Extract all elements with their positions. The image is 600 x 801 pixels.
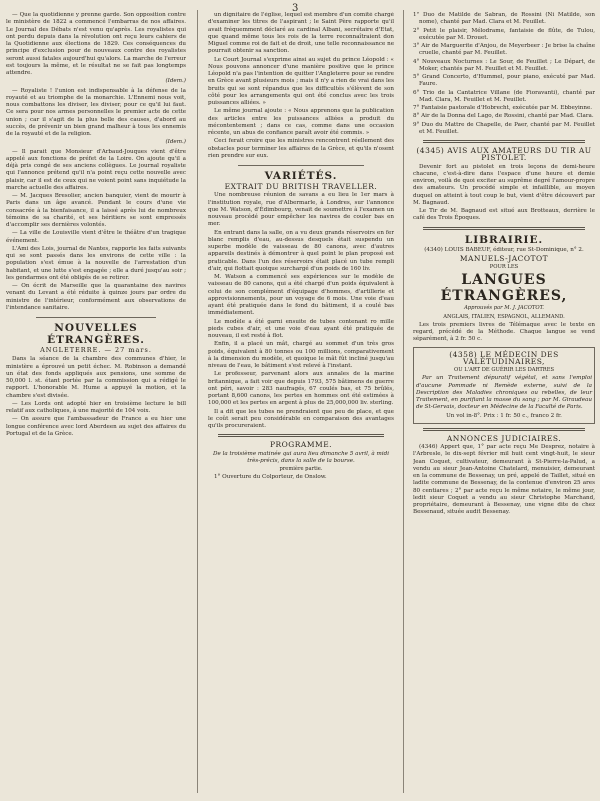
list-item: 8° Air de la Donna del Lago, de Rossini, chanté par Mad. Clara.	[413, 113, 594, 120]
ad-headline: LANGUES ÉTRANGÈRES,	[440, 272, 568, 305]
paragraph: — On écrit de Marseille que la quarantaine des navires venant du Levant a été réduite à quinze jours par ordre du ministre de l'intérieur, conformément aux observations de l'intendance sanitaire.	[6, 283, 186, 311]
ad-title: MANUELS-JACOTOT	[459, 253, 549, 263]
page-number: 3	[292, 3, 300, 14]
programme-text: De la troisième matinée qui aura lieu dimanche 5 avril, à midi très-précis, dans la salle de la bourse.	[213, 450, 389, 464]
paragraph: Les trois premiers livres de Télémaque avec le texte en regard, précédé de la Méthode. Chaque langue se vend séparément, à 2 fr. 50 c.	[413, 321, 595, 343]
paragraph: En entrant dans la salle, on a vu deux grands réservoirs en fer blanc remplis d'eau, au-dessus desquels était suspendu un superbe modèle de vaisseau de 80 canons, avec d'autres appareils destinés à démontrer à quel point le plan proposé est praticable. Dans l'un des réservoirs était placé un tube rempli d'air, qui flottait quoique surchargé d'un poids de 160 liv.	[208, 229, 394, 272]
paragraph: — M. Jacques Bresolier, ancien banquier, vient de mourir à Paris dans un âge avancé. Pendant le cours d'une vie consacrée à la bienfaisance, il a laissé après lui de nombreux témoins de sa charité, et ses héritiers se sont empressés d'accomplir ses dernières volontés.	[6, 193, 186, 228]
paragraph: Le Tir de M. Bagnaud est situé aux Brotteaux, derrière le café des Trois Époques.	[413, 208, 595, 222]
publisher-entry: (4340) LOUIS BABEUF, éditeur, rue St-Dominique, n° 2.	[424, 246, 584, 253]
section-divider	[423, 428, 585, 431]
paragraph: Dans la séance de la chambre des communes d'hier, le ministère a éprouvé un petit échec. M. Robinson a demandé un état des fonds appliqués aux pensions, une somme de 50,000 l. st. étant portée par la commission qui a rédigé le rapport. L'honorable M. Hume a appuyé la motion, et la chambre s'est divisée.	[6, 356, 186, 399]
list-item: 5° Grand Concerto, d'Hummel, pour piano, exécuté par Mad. Faure.	[413, 74, 595, 88]
section-heading-annonces: ANNONCES JUDICIAIRES.	[446, 433, 562, 443]
paragraph: Le Court Journal s'exprime ainsi au sujet du prince Léopold : « Nous pouvons annoncer d'une manière positive que le prince Léopold n'a pas l'intention de quitter l'Angleterre pour se rendre en Grèce avant plusieurs mois ; mais il n'y a rien de vrai dans les bruits qui se sont répandus que les difficultés s'élèvent de son côté pour les arrangements qui ont été conclus avec les trois puissances alliées. »	[208, 56, 394, 106]
section-divider	[36, 317, 156, 318]
paragraph: Ceci ferait croire que les ministres rencontrent réellement des obstacles pour terminer les affaires de la Grèce, et qu'ils n'osent rien prendre sur eux.	[208, 138, 394, 159]
medical-ad-box	[413, 347, 595, 424]
paragraph: Il a dit que les tubes ne prendraient que peu de place, et que le coût serait peu considérable en comparaison des avantages qu'ils procureraient.	[208, 408, 394, 429]
section-heading-foreign-news: NOUVELLES ÉTRANGÈRES.	[47, 322, 145, 346]
paragraph: — Les Lords ont adopté hier en troisième lecture le bill relatif aux catholiques, à une majorité de 104 voix.	[6, 400, 186, 414]
section-divider	[238, 165, 364, 166]
paragraph: Enfin, il a placé un mât, chargé au sommet d'un très gros poids, équivalent à 80 tonnes ou 100 millions, comparativement à la dimension du modèle, et quoique le mât fût incliné jusqu'au niveau de l'eau, le bâtiment s'est relevé à l'instant.	[208, 341, 394, 369]
paragraph: L'Ami des Lois, journal de Nantes, rapporte les faits suivants qui se sont passés dans les environs de cette ville : la population s'est émue à la nouvelle de l'arrestation d'un habitant, et une lutte s'est engagée ; elle a duré jusqu'au soir ; les gendarmes ont été obligés de se retirer.	[6, 245, 186, 281]
source-attribution: (Idem.)	[165, 78, 186, 85]
column-middle	[208, 12, 394, 795]
concert-program-list	[413, 12, 595, 136]
paragraph: Devenir fort au pistolet en trois leçons de demi-heure chacune, c'est-à-dire dans l'espace d'une heure et demie environ, voilà de quoi exciter au suprême degré l'amour-propre des amateurs. Un procédé simple et infaillible, au moyen duquel on atteint à tout coup le but, vient d'être découvert par M. Bagnaud.	[413, 163, 595, 206]
source-attribution: (Idem.)	[165, 139, 186, 146]
section-heading-varietes: VARIÉTÉS.	[264, 170, 338, 182]
list-item: 2° Petit le plaisir, Mélodrame, fantaisie de flûte, de Tulou, exécutée par M. Drouet.	[413, 27, 595, 41]
ad-title: (4358) LE MÉDECIN DES VALÉTUDINAIRES,	[449, 349, 559, 366]
paragraph: un dignitaire de l'église, lequel est membre d'un comité chargé d'examiner les titres de l'aspirant ; le Saint Père rapporte qu'il avait fréquemment déclaré au cardinal Albani, secrétaire d'Etat, que quand même tous les rois de la terre reconnaîtraient don Miguel comme roi de fait et de droit, une telle reconnaissance ne pourrait obtenir sa sanction.	[208, 12, 394, 55]
notice-heading: (4345) AVIS AUX AMATEURS DU TIR AU PISTOLET.	[416, 146, 592, 163]
section-divider	[218, 434, 384, 437]
section-divider	[423, 140, 585, 143]
section-subheading: EXTRAIT DU BRITISH TRAVELLER.	[224, 182, 378, 191]
column-left	[6, 12, 186, 795]
ad-subtitle: OU L'ART DE GUÉRIR LES DARTRES	[453, 367, 555, 373]
ad-connector: POUR LES	[489, 264, 519, 270]
column-divider	[197, 10, 198, 793]
list-item: 7° Fantaisie pastorale d'Hobrecht, exécutée par M. Ebbeyinne.	[413, 105, 593, 111]
programme-item: 1° Ouverture du Colporteur, de Onslow.	[214, 474, 327, 481]
price-line: Un vol in-8°. Prix : 1 fr. 50 c., franco 2 fr.	[446, 412, 562, 419]
ad-approval: Approuvés par M. J. JACOTOT.	[464, 305, 544, 312]
paragraph: Le professeur, parvenant alors aux annales de la marine britannique, a fait voir que depuis 1793, 575 bâtimens de guerre ont péri, savoir : 283 naufragés, 67 coulés bas, et 75 brûlés, portant 8,600 canons, les pertes en hommes ont été estimées à 100,000 et les pertes en argent à plus de 25,000,000 liv. sterling.	[208, 371, 394, 407]
paragraph: Par un Traitement dépuratif végétal, et sans l'emploi d'aucune Pommade ni Remède externe, suivi de la Description des Maladies chroniques ou rebelles, de leur Traitement, en purifiant la masse du sang ; par M. Giraudeau de St-Gervais, docteur en Médecine de la Faculté de Paris.	[416, 375, 592, 411]
programme-heading: PROGRAMME.	[269, 440, 333, 450]
list-item: 1° Duo de Matilde de Sabran, de Rossini (Ni Matilde, son nome), chanté par Mad. Clara et M. Feuillet.	[413, 12, 595, 26]
list-item: 4° Nouveaux Nocturnes : Le Sour, de Feuillet ; Le Départ, de Moker, chantés par M. Feuillet et M. Feuillet.	[413, 58, 595, 72]
paragraph: Le modèle a été garni ensuite de tubes contenant ro mille pieds cubes d'air, et une voie d'eau ayant été pratiquée de nouveau, il est resté à flot.	[208, 318, 394, 339]
list-item: 3° Air de Marguerite d'Anjou, de Meyerbeer : Je brise la chaîne cruelle, chanté par M. Feuillet.	[413, 43, 595, 57]
paragraph: — On assure que l'ambassadeur de France a eu hier une longue conférence avec lord Aberdeen au sujet des affaires du Portugal et de la Grèce.	[6, 416, 186, 437]
paragraph: (4346) Appert que, 1° par acte reçu Me Desprez, notaire à l'Arbresle, le dix-sept février mil huit cent vingt-huit, le sieur Jean Coquet, cultivateur, demeurant à St-Pierre-la-Palud, a vendu au sieur Jean-Antoine Chatelard, menuisier, demeurant en la commune de Bessenay, un pré, appelé de Taillet, situé en ladite commune de Bessenay, de la contenue d'environ 25 ares 80 centiares ; 2° par acte reçu le même notaire, le même jour, ledit sieur Coquet a vendu au sieur Christophe Marchand, propriétaire, demeurant à Bessenay, une vigne dite de chez Bessenaud, située audit Bessenay.	[413, 444, 595, 516]
column-right	[413, 12, 595, 795]
paragraph: M. Watson a commencé ses expériences sur le modèle de vaisseau de 80 canons, qui a été chargé d'un poids équivalent à celui de son complément d'équipage d'hommes, d'artillerie et approvisionnements, pour un voyage de 6 mois. Une voie d'eau ayant été pratiquée dans le fond du bâtiment, il a coulé bas immédiatement.	[208, 274, 394, 317]
ad-languages: ANGLAIS, ITALIEN, ESPAGNOL, ALLEMAND.	[443, 313, 565, 320]
paragraph: — Que la quotidienne y prenne garde. Son opposition contre le ministère de 1822 a commencé l'embarras de nos affaires. Le Journal des Débats n'est venu qu'après. Les royalistes qui ont perdu depuis dans la révolution ont reçu leurs cahiers de la Quotidienne aux élections de 1829. Ces conséquences du principe d'exclusion pour de nouveaux contre des royalistes seront aussi fatales aujourd'hui qu'alors. La marche de l'erreur est toujours la même, et le résultat ne se fait pas longtemps attendre.	[6, 12, 186, 76]
paragraph: — Il parait que Monsieur d'Arbaud-Jouques vient d'être appelé aux fonctions de préfet de la Loire. On ajoute qu'il a déjà pris congé de ses anciens collègues. Le journal royaliste qui l'annonce prétend qu'il n'a point reçu cette nouvelle avec plaisir, car il est de ceux qui ne voient point sans inquiétude la marche actuelle des affaires.	[6, 148, 186, 191]
column-divider	[403, 10, 404, 793]
paragraph: — La ville de Louisville vient d'être le théâtre d'un tragique événement.	[6, 230, 186, 244]
section-divider	[423, 227, 585, 230]
section-subheading: ANGLETERRE. — 27 mars.	[40, 346, 152, 354]
paragraph: Le même journal ajoute : « Nous apprenons que la publication des articles entre les puissances alliées a produit du mécontentement ; dans ce cas, comme dans une occasion récente, un abus de confiance paraît avoir été commis. »	[208, 108, 394, 136]
list-item: 6° Trio de la Cantatrice Villane (de Fioravanti), chanté par Mad. Clara, M. Feuillet et M. Feuillet.	[413, 89, 595, 103]
list-item: 9° Duo du Mattre de Chapelle, de Paer, chanté par M. Feuillet et M. Feuillet.	[413, 121, 595, 135]
paragraph: — Royaliste ! l'union est indispensable à la défense de la royauté et au triomphe de la monarchie. L'Ennemi nous voit, nous combattons les diviser, les diviser, pour ce qu'il lui faut. Ce sera pour nos armes personnelles le premier acte de cette union ; car il s'agit de la plus belle des causes, d'abord au succès, de prévenir un bien grand malheur à tous les ennemis de la royauté et de la religion.	[6, 87, 186, 137]
paragraph: Une nombreuse réunion de savans a eu lieu le 1er mars à l'institution royale, rue d'Albermarle, à Londres, sur l'annonce que M. Watson, d'Édimbourg, venait de soumettre à l'examen un nouveau procédé pour empêcher les navires de couler bas en mer.	[208, 192, 394, 228]
programme-part: première partie.	[279, 466, 323, 472]
section-heading-librairie: LIBRAIRIE.	[464, 233, 544, 246]
